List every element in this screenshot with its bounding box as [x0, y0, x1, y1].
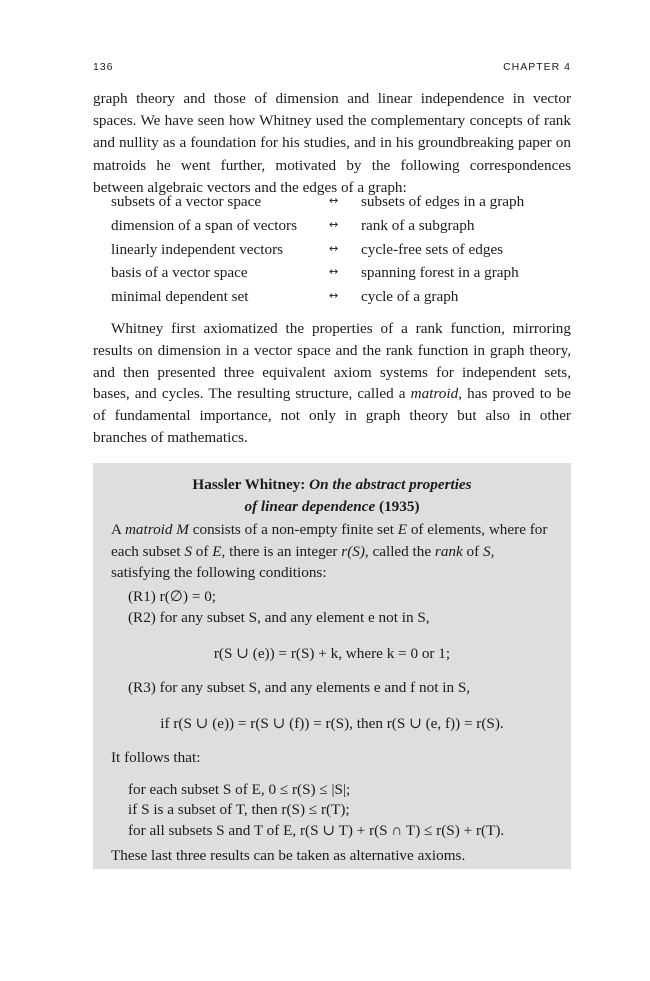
graph-concept: cycle-free sets of edges: [361, 240, 504, 258]
correspondence-row: [111, 288, 571, 312]
double-arrow-icon: ↔: [329, 194, 339, 207]
consequence-2: if S is a subset of T, then r(S) ≤ r(T);: [128, 801, 350, 818]
matroid-definition: [111, 519, 555, 584]
page-number: 136: [93, 61, 114, 73]
paragraph-text: [93, 318, 571, 449]
title-work: On the abstract properties: [309, 476, 472, 493]
axiom-r3: (R3) for any subset S, and any elements e and f not in S,: [128, 679, 471, 696]
intro-paragraph: [93, 88, 571, 199]
math-symbol: E: [397, 521, 408, 538]
correspondence-row: [111, 217, 571, 241]
graph-concept: spanning forest in a graph: [361, 264, 519, 282]
rank-term: rank: [434, 542, 463, 560]
double-arrow-icon: ↔: [329, 289, 339, 303]
vector-concept: minimal dependent set: [111, 288, 249, 306]
graph-concept: cycle of a graph: [361, 288, 459, 306]
axiomatization-paragraph: [93, 318, 571, 449]
correspondence-list: [111, 193, 571, 312]
consequence-1: for each subset S of E, 0 ≤ r(S) ≤ |S|;: [128, 781, 351, 798]
text-segment: , satisfying the following conditions:: [111, 542, 495, 581]
definition-text: [111, 519, 555, 584]
axiom-r2: (R2) for any subset S, and any element e not in S,: [128, 609, 430, 626]
closing-remark: These last three results can be taken as alternative axioms.: [111, 847, 466, 864]
vector-concept: linearly independent vectors: [111, 240, 284, 258]
intro-text: graph theory and those of dimension and linear independence in vector spaces. We have seen how Whitney used the complementary concepts of rank and nullity as a foundation for his studies, and in his groundbreaking paper on matroids he went further, motivated by the following correspondences between algebraic vectors and the edges of a graph:: [93, 90, 571, 196]
double-arrow-icon: ↔: [329, 265, 339, 279]
box-title: [93, 474, 571, 518]
whitney-definition-box: [93, 463, 571, 869]
title-work: of linear dependence: [244, 498, 376, 515]
text-segment: , has proved to be of fundamental importance, not only in graph theory but also in other branches of mathematics.: [93, 385, 571, 446]
consequence-3: for all subsets S and T of E, r(S ∪ T) + r(S ∩ T) ≤ r(S) + r(T).: [128, 822, 505, 839]
title-year: (1935): [375, 498, 420, 515]
correspondence-row: [111, 241, 571, 265]
text-segment: A: [111, 521, 125, 538]
text-segment: of: [191, 542, 213, 560]
axiom-r3-equation: if r(S ∪ (e)) = r(S ∪ (f)) = r(S), then r(S ∪ (e, f)) = r(S).: [160, 715, 504, 732]
correspondence-row: [111, 193, 571, 217]
chapter-label: CHAPTER 4: [503, 61, 571, 73]
text-segment: of: [462, 542, 483, 560]
vector-concept: subsets of a vector space: [111, 193, 262, 210]
axiom-r1: (R1) r(∅) = 0;: [128, 588, 217, 605]
axiom-r2-equation: r(S ∪ (e)) = r(S) + k, where k = 0 or 1;: [213, 645, 451, 662]
follows-label: It follows that:: [111, 749, 201, 766]
graph-concept: subsets of edges in a graph: [361, 193, 525, 210]
title-author: Hassler Whitney:: [192, 476, 310, 493]
math-symbol: M: [176, 521, 189, 538]
text-segment: , there is an integer: [221, 542, 342, 560]
math-symbol: S: [483, 542, 491, 560]
vector-concept: dimension of a span of vectors: [111, 216, 298, 234]
math-symbol: S: [184, 542, 192, 560]
matroid-term: matroid: [410, 385, 459, 403]
text-segment: consists of a non-empty finite set: [188, 521, 398, 538]
double-arrow-icon: ↔: [329, 241, 339, 255]
text-segment: of elements, where for each subset: [111, 521, 548, 560]
math-symbol: E: [212, 542, 222, 560]
correspondence-row: [111, 264, 571, 288]
math-expression: r(S): [341, 542, 365, 560]
text-segment: , called the: [364, 542, 435, 560]
matroid-term: matroid: [124, 521, 173, 538]
text-segment: Whitney first axiomatized the properties of a rank function, mirroring results on dimension in a vector space and the rank function in graph theory, and then presented three equivalent axiom systems for independent sets, bases, and cycles. The resulting structure, called a: [93, 320, 571, 403]
vector-concept: basis of a vector space: [111, 264, 248, 282]
graph-concept: rank of a subgraph: [361, 216, 475, 234]
double-arrow-icon: ↔: [329, 217, 339, 231]
